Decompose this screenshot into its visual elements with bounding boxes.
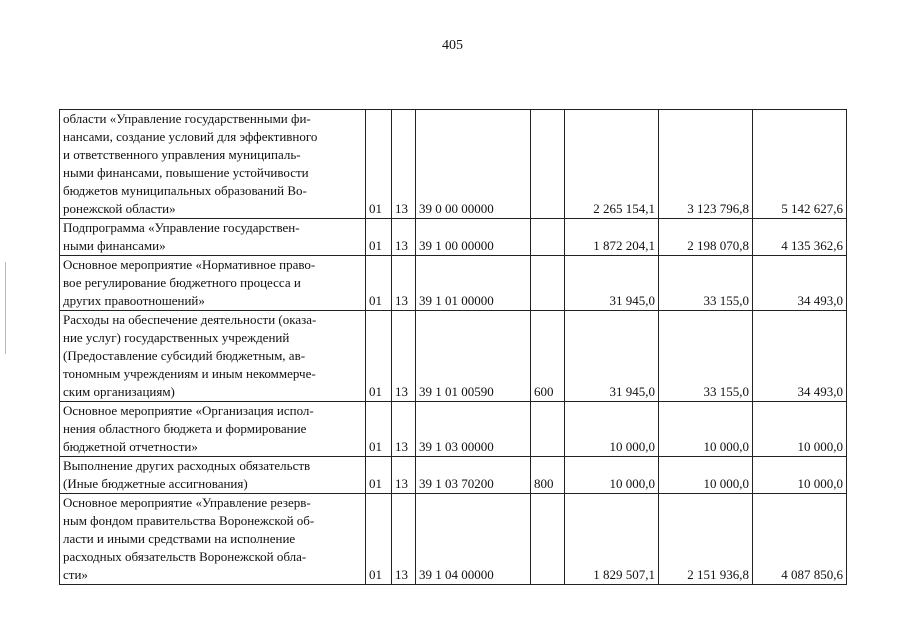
budget-table-body [60,110,847,585]
budget-table [59,109,847,585]
expense-type-code [531,402,565,457]
expense-type-code [531,256,565,311]
expense-type-code [531,494,565,585]
page-number: 405 [442,38,463,53]
amount-year-2: 2 198 070,8 [659,219,753,256]
subsection-code: 13 [392,494,416,585]
amount-year-3: 34 493,0 [753,311,847,402]
subsection-code: 13 [392,457,416,494]
description-line: вое регулирование бюджетного процесса и [63,275,301,290]
description-line: Расходы на обеспечение деятельности (оказа- [63,312,317,327]
scan-margin-line [5,262,6,354]
description-line: ными финансами, повышение устойчивости [63,165,309,180]
section-code: 01 [366,256,392,311]
subsection-code: 13 [392,219,416,256]
description-line: сти» [63,567,88,582]
description-line: расходных обязательств Воронежской обла- [63,549,307,564]
expense-type-code [531,219,565,256]
amount-year-3: 10 000,0 [753,457,847,494]
description-line: нения областного бюджета и формирование [63,421,307,436]
description-line: ласти и иными средствами на исполнение [63,531,296,546]
description-line: (Иные бюджетные ассигнования) [63,476,248,491]
amount-year-2: 10 000,0 [659,457,753,494]
description-line: ными финансами» [63,238,166,253]
description-line: (Предоставление субсидий бюджетным, ав- [63,348,306,363]
target-article-code: 39 1 03 70200 [416,457,531,494]
row-description [60,110,366,219]
section-code: 01 [366,494,392,585]
description-line: и ответственного управления муниципаль- [63,147,301,162]
description-line: Основное мероприятие «Управление резерв- [63,495,311,510]
description-line: ным фондом правительства Воронежской об- [63,513,315,528]
description-line: Выполнение других расходных обязательств [63,458,311,473]
table-row [60,494,847,585]
row-description [60,494,366,585]
expense-type-code: 600 [531,311,565,402]
amount-year-2: 33 155,0 [659,256,753,311]
subsection-code: 13 [392,256,416,311]
amount-year-3: 4 087 850,6 [753,494,847,585]
target-article-code: 39 1 03 00000 [416,402,531,457]
description-line: тономным учреждениям и иным некоммерче- [63,366,316,381]
amount-year-3: 10 000,0 [753,402,847,457]
section-code: 01 [366,110,392,219]
description-line: Основное мероприятие «Нормативное право- [63,257,316,272]
subsection-code: 13 [392,402,416,457]
row-description [60,311,366,402]
amount-year-2: 10 000,0 [659,402,753,457]
expense-type-code [531,110,565,219]
row-description [60,402,366,457]
section-code: 01 [366,457,392,494]
table-row [60,311,847,402]
amount-year-1: 31 945,0 [565,311,659,402]
amount-year-1: 1 872 204,1 [565,219,659,256]
amount-year-1: 31 945,0 [565,256,659,311]
expense-type-code: 800 [531,457,565,494]
description-line: Основное мероприятие «Организация испол- [63,403,314,418]
section-code: 01 [366,219,392,256]
row-description [60,256,366,311]
table-row [60,110,847,219]
target-article-code: 39 0 00 00000 [416,110,531,219]
target-article-code: 39 1 00 00000 [416,219,531,256]
subsection-code: 13 [392,311,416,402]
target-article-code: 39 1 01 00000 [416,256,531,311]
table-row [60,219,847,256]
section-code: 01 [366,311,392,402]
amount-year-3: 34 493,0 [753,256,847,311]
subsection-code: 13 [392,110,416,219]
description-line: ние услуг) государственных учреждений [63,330,290,345]
description-line: ским организациям) [63,384,175,399]
section-code: 01 [366,402,392,457]
amount-year-3: 5 142 627,6 [753,110,847,219]
amount-year-3: 4 135 362,6 [753,219,847,256]
row-description [60,457,366,494]
table-row [60,402,847,457]
amount-year-1: 1 829 507,1 [565,494,659,585]
amount-year-2: 3 123 796,8 [659,110,753,219]
description-line: других правоотношений» [63,293,205,308]
description-line: нансами, создание условий для эффективного [63,129,318,144]
description-line: ронежской области» [63,201,176,216]
description-line: бюджетов муниципальных образований Во- [63,183,307,198]
table-row [60,457,847,494]
description-line: области «Управление государственными фи- [63,111,311,126]
amount-year-1: 2 265 154,1 [565,110,659,219]
amount-year-1: 10 000,0 [565,402,659,457]
row-description [60,219,366,256]
amount-year-2: 2 151 936,8 [659,494,753,585]
amount-year-2: 33 155,0 [659,311,753,402]
target-article-code: 39 1 04 00000 [416,494,531,585]
target-article-code: 39 1 01 00590 [416,311,531,402]
amount-year-1: 10 000,0 [565,457,659,494]
table-row [60,256,847,311]
description-line: Подпрограмма «Управление государствен- [63,220,300,235]
description-line: бюджетной отчетности» [63,439,198,454]
